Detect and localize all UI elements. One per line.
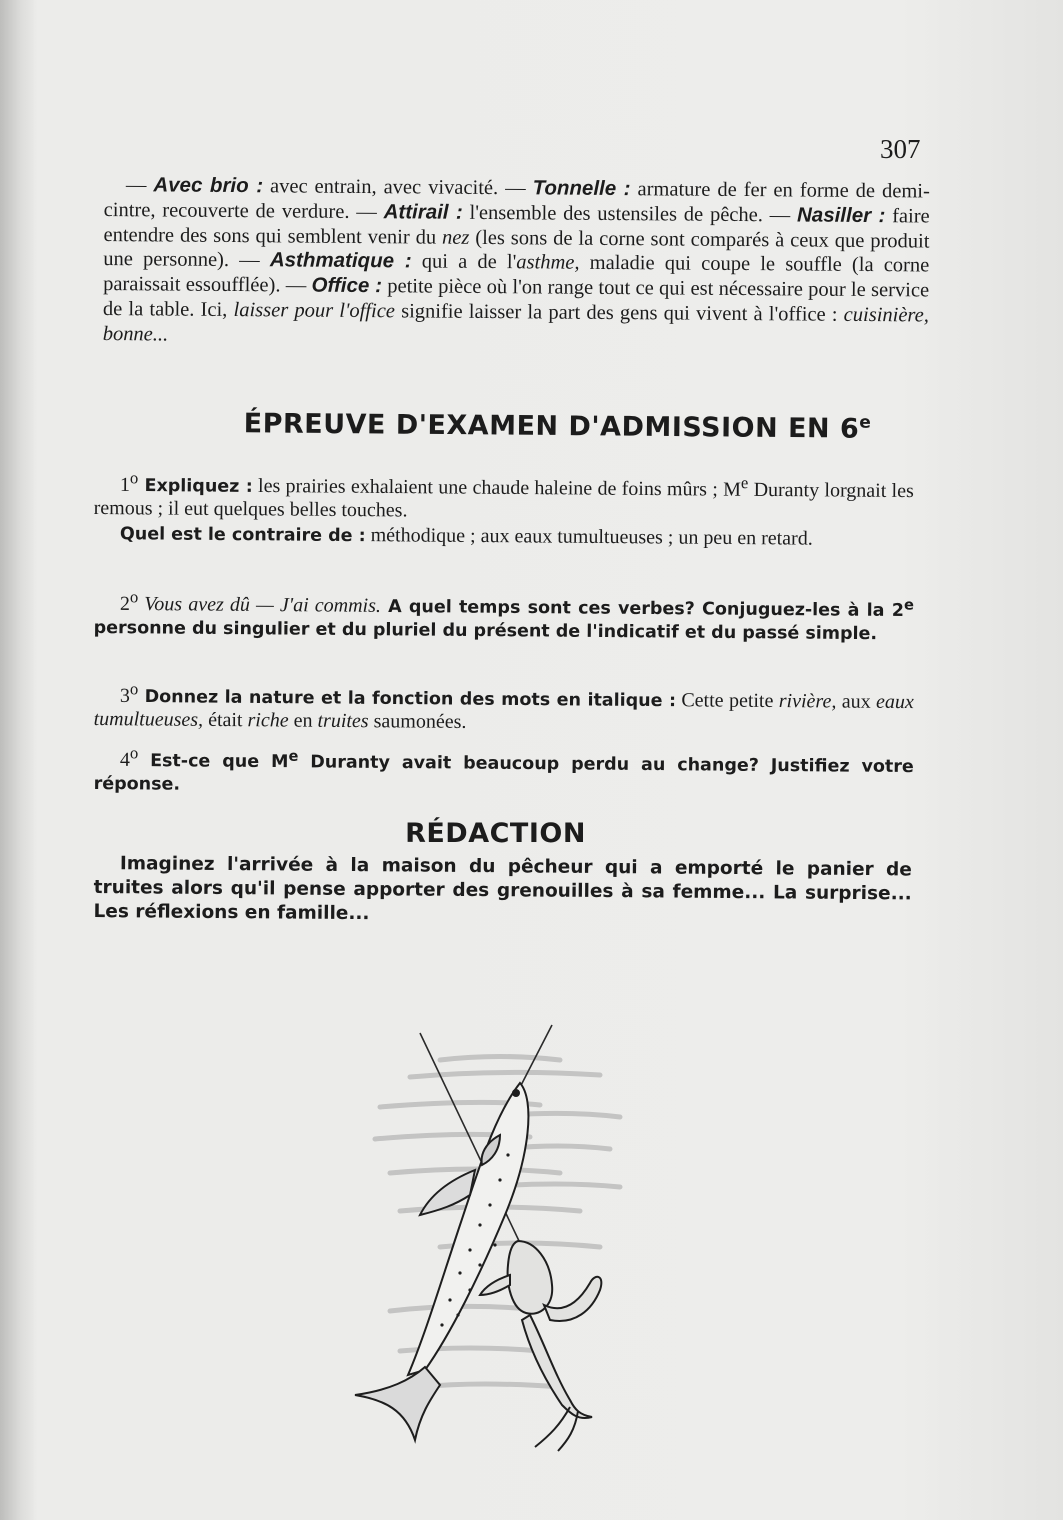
question-1: 1$^o$ Expliquez : les prairies exhalaient une chaude haleine de foins mûrs ; Me Duranty lorgnait les remous ; il eut quelques belles touches. [93, 468, 914, 522]
question-1-contrary: Quel est le contraire de : méthodique ; aux eaux tumultueuses ; un peu en retard. [119, 524, 813, 550]
exam-heading: ÉPREUVE D'EXAMEN D'ADMISSION EN 6e [243, 408, 872, 445]
glossary-term: Avec brio : [153, 173, 264, 198]
glossary-term: Office : [311, 273, 383, 298]
page-number: 307 [880, 134, 921, 164]
glossary-term: Attirail : [383, 199, 463, 224]
glossary-paragraph: — Avec brio : avec entrain, avec vivacité. — Tonnelle : armature de fer en forme de demi-cintre, recouverte de verdure. — Attirail : l'ensemble des ustensiles de pêche. — Nasiller : faire entendre des sons qui semblent venir du nez (les sons de la corne sont comparés à ceux que produit une personne). — Asthmatique : qui a de l'asthme, maladie qui coupe le souffle (la corne paraissait essoufflée). — Office : petite pièce où l'on range tout ce qui est nécessaire pour le service de la table. Ici, laisser pour l'office signifie laisser la part des gens qui vivent à l'office : cuisinière, bonne... [102, 173, 930, 346]
question-3: 3$^o$ Donnez la nature et la fonction des mots en italique : Cette petite rivière, aux eaux tumultueuses, était riche en truites saumonées. [93, 679, 914, 733]
question-2: 2$^o$ Vous avez dû — J'ai commis. A quel temps sont ces verbes? Conjuguez-les à la 2e personne du singulier et du pluriel du présent de l'indicatif et du passé simple. [93, 587, 914, 644]
glossary-term: Asthmatique : [269, 248, 412, 273]
question-4: 4$^o$ Est-ce que Me Duranty avait beaucoup perdu au change? Justifiez votre réponse. [93, 743, 914, 795]
redaction-heading: RÉDACTION [405, 818, 586, 849]
fish-and-frog-illustration [330, 1015, 650, 1455]
glossary-term: Nasiller : [796, 203, 886, 227]
glossary-term: Tonnelle : [532, 176, 631, 201]
page-binding-shadow [0, 0, 34, 1520]
redaction-prompt: Imaginez l'arrivée à la maison du pêcheur qui a emporté le panier de truites alors qu'il pense apporter des grenouilles à sa femme... La surprise... Les réflexions en famille... [93, 853, 912, 925]
